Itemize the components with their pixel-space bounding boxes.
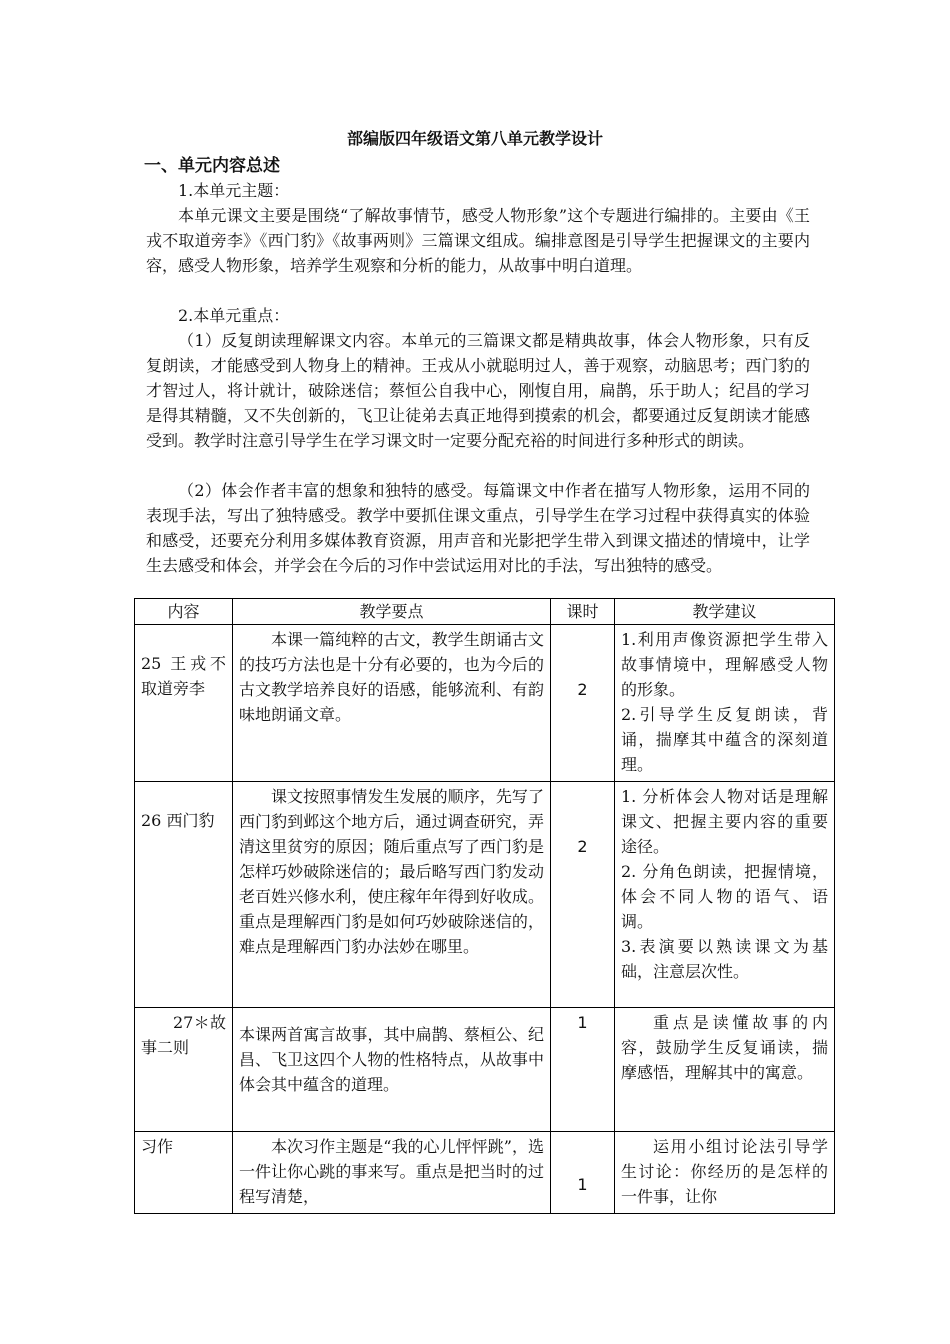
row-content: 27＊故事二则 xyxy=(135,1008,233,1132)
focus-paragraph-1: （1）反复朗读理解课文内容。本单元的三篇课文都是精典故事，体会人物形象，只有反复朗读，才能感受到人物身上的精神。王戎从小就聪明过人，善于观察，动脑思考；西门豹的才智过人，将计就计，破除迷信；蔡恒公自我中心，刚愎自用，扁鹊，乐于助人；纪昌的学习是得其精髓，又不失创新的，飞卫让徒弟去真正地得到摸索的机会，都要通过反复朗读才能感受到。教学时注意引导学生在学习课文时一定要分配充裕的时间进行多种形式的朗读。 xyxy=(146,331,810,450)
section-heading: 一、单元内容总述 xyxy=(144,156,280,176)
row-key-points: 本课两首寓言故事，其中扁鹊、蔡桓公、纪昌、飞卫这四个人物的性格特点，从故事中体会其中蕴含的道理。 xyxy=(233,1008,551,1132)
row-key-points: 本课一篇纯粹的古文，教学生朗诵古文的技巧方法也是十分有必要的，也为今后的古文教学培养良好的语感，能够流利、有韵味地朗诵文章。 xyxy=(233,625,551,782)
advice-item: 2.引导学生反复朗读，背诵，揣摩其中蕴含的深刻道理。 xyxy=(621,705,828,774)
header-hours: 课时 xyxy=(551,599,615,625)
row-hours: 2 xyxy=(551,625,615,782)
table-row xyxy=(135,1008,835,1132)
row-advice: 运用小组讨论法引导学生讨论：你经历的是怎样的一件事，让你 xyxy=(615,1132,835,1214)
table-header-row xyxy=(135,599,835,625)
row-key-points: 本次习作主题是“我的心儿怦怦跳”，选一件让你心跳的事来写。重点是把当时的过程写清楚， xyxy=(233,1132,551,1214)
focus-heading: 2.本单元重点： xyxy=(178,306,290,325)
theme-heading: 1.本单元主题： xyxy=(178,181,290,200)
advice-item: 2. 分角色朗读，把握情境，体会不同人物的语气、语调。 xyxy=(621,862,828,931)
row-hours: 1 xyxy=(551,1008,615,1132)
teaching-plan-table xyxy=(134,598,835,1214)
header-key-points: 教学要点 xyxy=(233,599,551,625)
row-content: 25 王戎不取道旁李 xyxy=(135,625,233,782)
header-advice: 教学建议 xyxy=(615,599,835,625)
row-content: 习作 xyxy=(135,1132,233,1214)
row-content: 26 西门豹 xyxy=(135,782,233,1008)
advice-item: 1.利用声像资源把学生带入故事情境中，理解感受人物的形象。 xyxy=(621,630,828,699)
header-content: 内容 xyxy=(135,599,233,625)
row-hours: 1 xyxy=(551,1132,615,1214)
table-row xyxy=(135,1132,835,1214)
theme-paragraph: 本单元课文主要是围绕“了解故事情节，感受人物形象”这个专题进行编排的。主要由《王戎不取道旁李》《西门豹》《故事两则》三篇课文组成。编排意图是引导学生把握课文的主要内容，感受人物形象，培养学生观察和分析的能力，从故事中明白道理。 xyxy=(146,206,810,275)
row-advice xyxy=(615,625,835,782)
row-hours: 2 xyxy=(551,782,615,1008)
row-advice: 重点是读懂故事的内容，鼓励学生反复诵读，揣摩感悟，理解其中的寓意。 xyxy=(615,1008,835,1132)
focus-paragraph-2: （2）体会作者丰富的想象和独特的感受。每篇课文中作者在描写人物形象，运用不同的表现手法，写出了独特感受。教学中要抓住课文重点，引导学生在学习过程中获得真实的体验和感受，还要充分利用多媒体教育资源，用声音和光影把学生带入到课文描述的情境中，让学生去感受和体会，并学会在今后的习作中尝试运用对比的手法，写出独特的感受。 xyxy=(146,481,810,575)
row-advice xyxy=(615,782,835,1008)
table-row xyxy=(135,625,835,782)
row-key-points: 课文按照事情发生发展的顺序，先写了西门豹到邺这个地方后，通过调查研究，弄清这里贫穷的原因；随后重点写了西门豹是怎样巧妙破除迷信的；最后略写西门豹发动老百姓兴修水利，使庄稼年年得到好收成。重点是理解西门豹是如何巧妙破除迷信的，难点是理解西门豹办法妙在哪里。 xyxy=(233,782,551,1008)
table-row xyxy=(135,782,835,1008)
advice-item: 3.表演要以熟读课文为基础，注意层次性。 xyxy=(621,937,828,981)
advice-item: 1. 分析体会人物对话是理解课文、把握主要内容的重要途径。 xyxy=(621,787,828,856)
document-title: 部编版四年级语文第八单元教学设计 xyxy=(346,129,603,148)
